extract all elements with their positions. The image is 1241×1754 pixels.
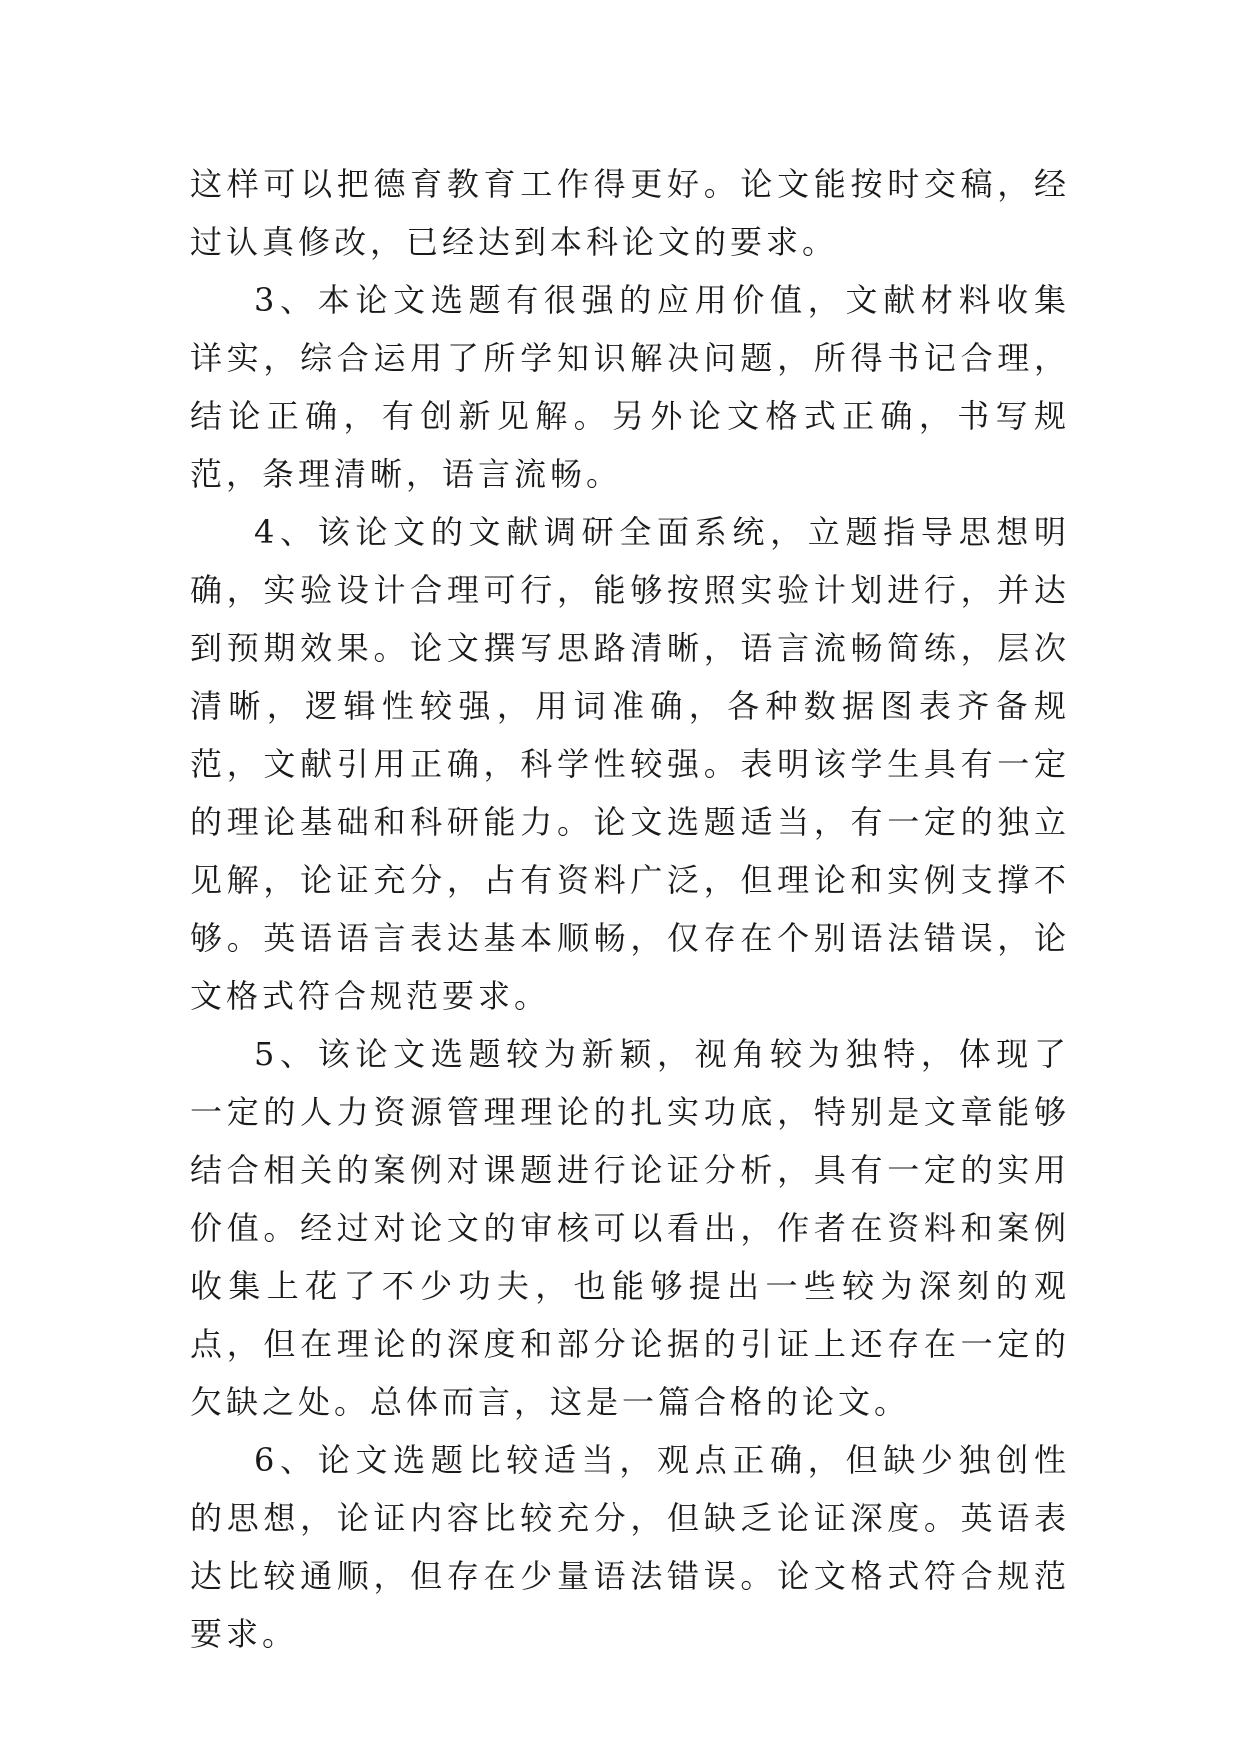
paragraph-item-4: 4、该论文的文献调研全面系统，立题指导思想明确，实验设计合理可行，能够按照实验计划进行，并达到预期效果。论文撰写思路清晰，语言流畅简练，层次清晰，逻辑性较强，用词准确，各种数据图表齐备规范，文献引用正确，科学性较强。表明该学生具有一定的理论基础和科研能力。论文选题适当，有一定的独立见解，论证充分，占有资料广泛，但理论和实例支撑不够。英语语言表达基本顺畅，仅存在个别语法错误，论文格式符合规范要求。 [190,513,1070,1015]
paragraph-continuation: 这样可以把德育教育工作得更好。论文能按时交稿，经过认真修改，已经达到本科论文的要求。 [190,165,1070,261]
document-body [190,155,1070,1663]
paragraph-item-6: 6、论文选题比较适当，观点正确，但缺少独创性的思想，论证内容比较充分，但缺乏论证深度。英语表达比较通顺，但存在少量语法错误。论文格式符合规范要求。 [190,1441,1070,1653]
paragraph-item-5: 5、该论文选题较为新颖，视角较为独特，体现了一定的人力资源管理理论的扎实功底，特别是文章能够结合相关的案例对课题进行论证分析，具有一定的实用价值。经过对论文的审核可以看出，作者在资料和案例收集上花了不少功夫，也能够提出一些较为深刻的观点，但在理论的深度和部分论据的引证上还存在一定的欠缺之处。总体而言，这是一篇合格的论文。 [190,1035,1070,1421]
paragraph-item-3: 3、本论文选题有很强的应用价值，文献材料收集详实，综合运用了所学知识解决问题，所得书记合理，结论正确，有创新见解。另外论文格式正确，书写规范，条理清晰，语言流畅。 [190,281,1070,493]
